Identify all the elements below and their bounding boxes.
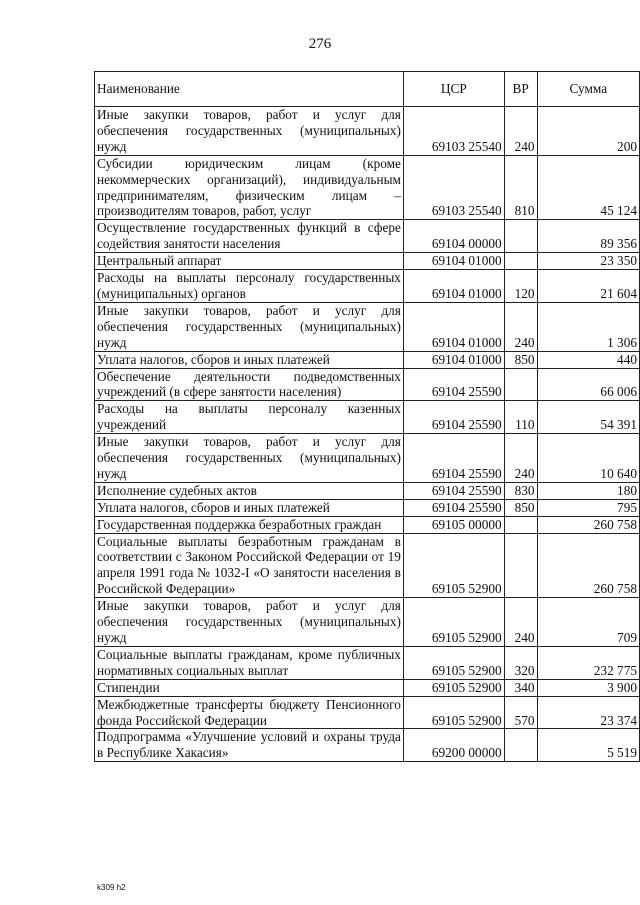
table-row xyxy=(95,516,640,533)
cell-sum: 1 306 xyxy=(537,302,639,351)
cell-csr: 69105 52900 xyxy=(403,598,504,647)
cell-sum: 23 374 xyxy=(537,696,639,729)
table-row xyxy=(95,351,640,368)
cell-vr: 830 xyxy=(504,482,537,499)
page-number: 276 xyxy=(308,36,332,52)
cell-vr: 240 xyxy=(504,598,537,647)
cell-name: Обеспечение деятельности подведомственных учреждений (в сфере занятости населения) xyxy=(95,368,404,401)
cell-sum: 10 640 xyxy=(537,434,639,483)
table-row xyxy=(95,270,640,303)
cell-csr: 69104 25590 xyxy=(403,499,504,516)
cell-vr: 850 xyxy=(504,351,537,368)
cell-sum: 795 xyxy=(537,499,639,516)
cell-vr: 240 xyxy=(504,302,537,351)
cell-name: Стипендии xyxy=(95,679,404,696)
cell-csr: 69105 52900 xyxy=(403,646,504,679)
cell-sum: 45 124 xyxy=(537,155,639,220)
cell-name: Межбюджетные трансферты бюджету Пенсионного фонда Российской Федерации xyxy=(95,696,404,729)
cell-vr: 570 xyxy=(504,696,537,729)
table-row xyxy=(95,107,640,156)
table-row xyxy=(95,253,640,270)
cell-name: Иные закупки товаров, работ и услуг для обеспечения государственных (муниципальных) нужд xyxy=(95,598,404,647)
table-row xyxy=(95,368,640,401)
cell-name: Иные закупки товаров, работ и услуг для обеспечения государственных (муниципальных) нужд xyxy=(95,107,404,156)
table-row xyxy=(95,434,640,483)
cell-sum: 440 xyxy=(537,351,639,368)
cell-name: Расходы на выплаты персоналу государственных (муниципальных) органов xyxy=(95,270,404,303)
cell-name: Социальные выплаты безработным гражданам в соответствии с Законом Российской Федерации от 19 апреля 1991 года № 1032-I «О занятости населения в Российской Федерации» xyxy=(95,533,404,598)
table-row xyxy=(95,499,640,516)
cell-csr: 69104 01000 xyxy=(403,302,504,351)
cell-csr: 69200 00000 xyxy=(403,729,504,762)
cell-vr: 240 xyxy=(504,434,537,483)
cell-name: Центральный аппарат xyxy=(95,253,404,270)
column-header-sum: Сумма xyxy=(537,72,639,107)
cell-vr xyxy=(504,729,537,762)
cell-name: Подпрограмма «Улучшение условий и охраны труда в Республике Хакасия» xyxy=(95,729,404,762)
cell-csr: 69104 25590 xyxy=(403,368,504,401)
table-row xyxy=(95,533,640,598)
cell-csr: 69104 01000 xyxy=(403,351,504,368)
footer-code: k309 h2 xyxy=(97,883,126,892)
cell-vr: 320 xyxy=(504,646,537,679)
cell-csr: 69105 52900 xyxy=(403,533,504,598)
cell-sum: 3 900 xyxy=(537,679,639,696)
cell-csr: 69104 01000 xyxy=(403,253,504,270)
cell-sum: 232 775 xyxy=(537,646,639,679)
cell-name: Расходы на выплаты персоналу казенных учреждений xyxy=(95,401,404,434)
cell-sum: 23 350 xyxy=(537,253,639,270)
cell-vr: 850 xyxy=(504,499,537,516)
table-row xyxy=(95,155,640,220)
table-row xyxy=(95,729,640,762)
cell-vr: 240 xyxy=(504,107,537,156)
cell-name: Иные закупки товаров, работ и услуг для обеспечения государственных (муниципальных) нужд xyxy=(95,434,404,483)
cell-vr xyxy=(504,220,537,253)
cell-vr: 120 xyxy=(504,270,537,303)
cell-sum: 5 519 xyxy=(537,729,639,762)
cell-csr: 69105 52900 xyxy=(403,696,504,729)
cell-csr: 69103 25540 xyxy=(403,107,504,156)
column-header-vr: ВР xyxy=(504,72,537,107)
cell-vr xyxy=(504,533,537,598)
cell-sum: 709 xyxy=(537,598,639,647)
table-header-row xyxy=(95,72,640,107)
cell-csr: 69105 00000 xyxy=(403,516,504,533)
cell-sum: 66 006 xyxy=(537,368,639,401)
cell-name: Социальные выплаты гражданам, кроме публичных нормативных социальных выплат xyxy=(95,646,404,679)
table-row xyxy=(95,482,640,499)
cell-name: Субсидии юридическим лицам (кроме некоммерческих организаций), индивидуальным предпринимателям, физическим лицам – производителям товаров, работ, услуг xyxy=(95,155,404,220)
cell-vr xyxy=(504,253,537,270)
table-row xyxy=(95,598,640,647)
budget-table xyxy=(94,71,640,762)
column-header-csr: ЦСР xyxy=(403,72,504,107)
cell-vr: 810 xyxy=(504,155,537,220)
cell-sum: 21 604 xyxy=(537,270,639,303)
cell-name: Осуществление государственных функций в сфере содействия занятости населения xyxy=(95,220,404,253)
cell-csr: 69105 52900 xyxy=(403,679,504,696)
cell-vr xyxy=(504,516,537,533)
cell-vr: 340 xyxy=(504,679,537,696)
table-row xyxy=(95,302,640,351)
table-row xyxy=(95,401,640,434)
table-row xyxy=(95,220,640,253)
cell-sum: 260 758 xyxy=(537,533,639,598)
cell-csr: 69103 25540 xyxy=(403,155,504,220)
cell-sum: 200 xyxy=(537,107,639,156)
cell-name: Иные закупки товаров, работ и услуг для обеспечения государственных (муниципальных) нужд xyxy=(95,302,404,351)
table-row xyxy=(95,696,640,729)
cell-sum: 180 xyxy=(537,482,639,499)
cell-vr: 110 xyxy=(504,401,537,434)
cell-sum: 54 391 xyxy=(537,401,639,434)
cell-sum: 89 356 xyxy=(537,220,639,253)
cell-csr: 69104 25590 xyxy=(403,434,504,483)
column-header-name: Наименование xyxy=(95,72,404,107)
cell-csr: 69104 01000 xyxy=(403,270,504,303)
cell-csr: 69104 25590 xyxy=(403,482,504,499)
table-row xyxy=(95,646,640,679)
cell-vr xyxy=(504,368,537,401)
cell-csr: 69104 00000 xyxy=(403,220,504,253)
cell-name: Исполнение судебных актов xyxy=(95,482,404,499)
cell-name: Уплата налогов, сборов и иных платежей xyxy=(95,351,404,368)
table-body xyxy=(95,107,640,762)
cell-csr: 69104 25590 xyxy=(403,401,504,434)
table-row xyxy=(95,679,640,696)
cell-name: Уплата налогов, сборов и иных платежей xyxy=(95,499,404,516)
cell-name: Государственная поддержка безработных граждан xyxy=(95,516,404,533)
cell-sum: 260 758 xyxy=(537,516,639,533)
